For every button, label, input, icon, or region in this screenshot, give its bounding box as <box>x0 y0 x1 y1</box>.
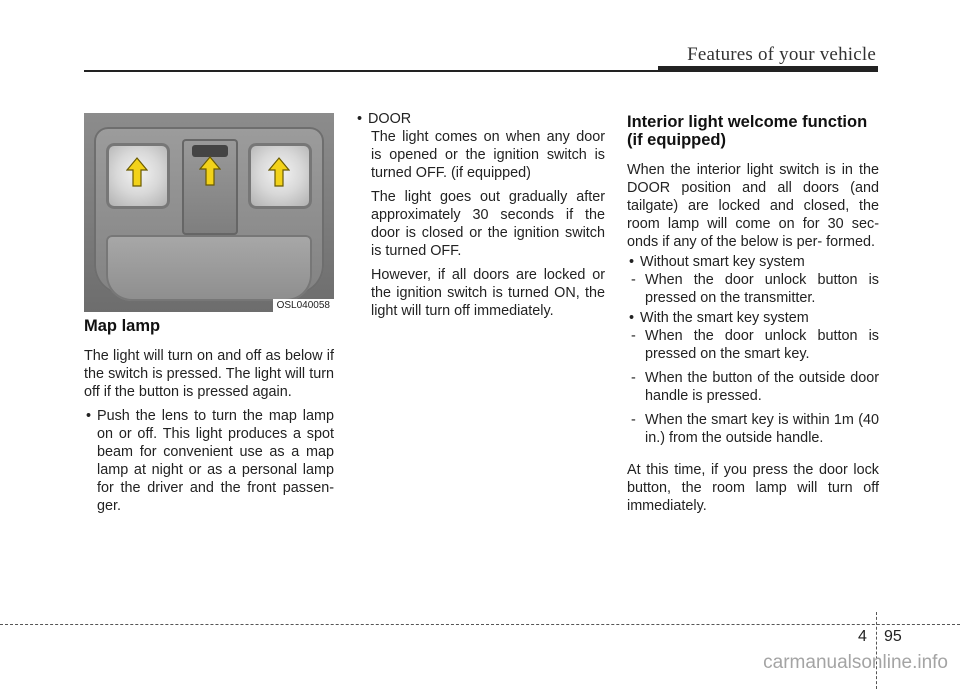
welcome-group-2-item-1-text: When the door unlock button is pressed on the smart key. <box>645 328 879 362</box>
welcome-group-2-item-2-text: When the button of the outside door handle is pressed. <box>645 370 879 404</box>
door-paragraph-2: The light goes out gradually after approximately 30 seconds if the door is closed or the ignition switch is turned OFF. <box>371 189 605 259</box>
welcome-group-2-item-1 <box>627 327 879 363</box>
map-lamp-heading: Map lamp <box>84 317 161 335</box>
footer-rule <box>0 624 960 625</box>
door-paragraph-1: The light comes on when any door is opened or the ignition switch is turned OFF. (if equipped) <box>371 129 605 181</box>
welcome-group-1-item-1 <box>627 271 879 307</box>
map-lamp-section <box>84 316 334 515</box>
map-lamp-intro: The light will turn on and off as below if the switch is pressed. The light will turn off if the button is pressed again. <box>84 348 334 400</box>
page-number: 95 <box>884 628 902 645</box>
watermark-link[interactable]: carmanualsonline.info <box>763 652 948 673</box>
figure-code: OSL040058 <box>273 299 334 312</box>
bullet-marker: • <box>629 254 635 270</box>
door-paragraph-3: However, if all doors are locked or the ignition switch is turned ON, the light will turn off immediately. <box>371 267 605 319</box>
map-lamp-photo <box>84 113 334 312</box>
welcome-group-1-item-1-text: When the door unlock button is pressed on the transmitter. <box>645 272 879 306</box>
arrow-up-icon <box>268 157 290 187</box>
welcome-group-2-item-2 <box>627 369 879 405</box>
welcome-closing: At this time, if you press the door lock button, the room lamp will turn off immediately. <box>627 462 879 514</box>
arrow-up-icon <box>126 157 148 187</box>
map-lamp-bullet <box>84 407 334 515</box>
welcome-group-2 <box>627 309 879 327</box>
bullet-marker: • <box>357 111 363 127</box>
welcome-group-1 <box>627 253 879 271</box>
bullet-marker: • <box>86 408 92 424</box>
sunglass-holder <box>106 235 312 301</box>
header-rule-accent <box>658 66 878 72</box>
welcome-section <box>627 110 879 515</box>
welcome-heading: Interior light welcome function (if equipped) <box>627 113 868 149</box>
page-header-title: Features of your vehicle <box>687 44 876 65</box>
dash-marker: - <box>631 328 636 344</box>
dash-marker: - <box>631 412 636 428</box>
chapter-number: 4 <box>858 628 867 645</box>
door-section <box>355 110 605 320</box>
map-lamp-bullet-text: Push the lens to turn the map lamp on or off. This light produces a spot beam for convenient use as a map lamp at night or as a personal lamp for the driver and the front passen- ger. <box>97 408 334 514</box>
arrow-up-icon <box>199 156 221 186</box>
welcome-intro: When the interior light switch is in the DOOR position and all doors (and tailgate) are locked and closed, the room lamp will come on for 30 sec- onds if any of the below is per- formed. <box>627 162 879 250</box>
header-rule <box>84 70 658 72</box>
dash-marker: - <box>631 272 636 288</box>
dash-marker: - <box>631 370 636 386</box>
footer-divider <box>876 612 877 689</box>
welcome-group-2-item-3-text: When the smart key is within 1m (40 in.) from the outside handle. <box>645 412 879 446</box>
welcome-group-2-label: With the smart key system <box>640 310 809 326</box>
door-bullet <box>355 110 605 128</box>
door-label: DOOR <box>368 111 412 127</box>
bullet-marker: • <box>629 310 635 326</box>
welcome-group-2-item-3 <box>627 411 879 447</box>
welcome-group-1-label: Without smart key system <box>640 254 805 270</box>
